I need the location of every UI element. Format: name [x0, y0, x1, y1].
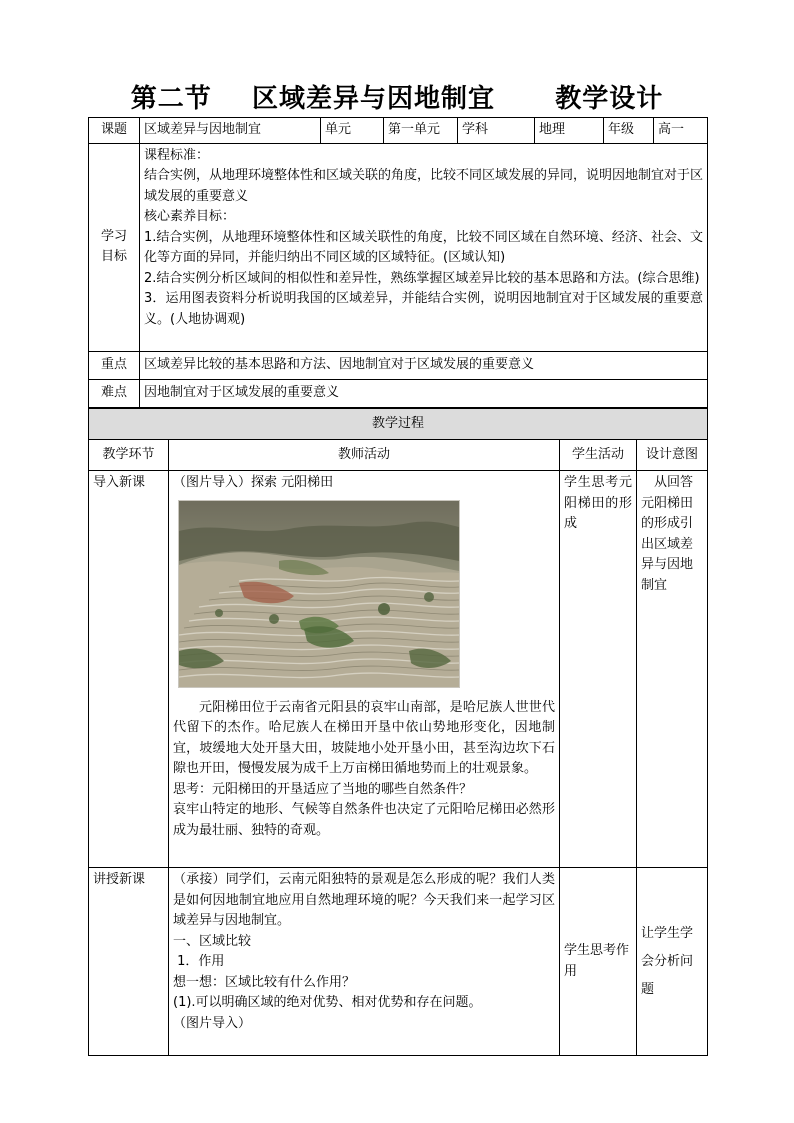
topic-value: 区域差异与因地制宜	[140, 118, 321, 144]
key-point-label: 重点	[89, 351, 140, 379]
intro-question: 思考：元阳梯田的开垦适应了当地的哪些自然条件？	[173, 781, 473, 797]
course-info-table	[88, 117, 708, 408]
difficulty-value: 因地制宜对于区域发展的重要意义	[140, 379, 708, 407]
stage-intro: 导入新课	[89, 471, 169, 868]
col-teacher-header: 教师活动	[169, 440, 560, 471]
student-activity-new-lesson: 学生思考作用	[560, 868, 637, 1056]
lesson-answer: (1).可以明确区域的绝对优势、相对优势和存在问题。	[173, 995, 482, 1010]
difficulty-label: 难点	[89, 379, 140, 407]
goals-label-line-2: 目标	[100, 249, 127, 264]
goals-line: 2.结合实例分析区域间的相似性和差异性，熟练掌握区域差异比较的基本思路和方法。(综合思维)	[144, 270, 700, 286]
topic-label: 课题	[89, 118, 140, 144]
design-intent-new-lesson: 让学生学会分析问题	[637, 868, 708, 1056]
col-intent-header: 设计意图	[637, 440, 708, 471]
grade-label: 年级	[604, 118, 654, 144]
teacher-activity-intro	[169, 471, 560, 868]
goals-label	[89, 143, 140, 351]
stage-new-lesson: 讲授新课	[89, 868, 169, 1056]
subject-value: 地理	[535, 118, 604, 144]
key-point-value: 区域差异比较的基本思路和方法、因地制宜对于区域发展的重要意义	[140, 351, 708, 379]
subject-label: 学科	[458, 118, 535, 144]
lesson-section-heading: 一、区域比较	[173, 933, 252, 949]
col-stage-header: 教学环节	[89, 440, 169, 471]
lesson-paragraph: （承接）同学们，云南元阳独特的景观是怎么形成的呢？我们人类是如何因地制宜地应用自然地理环境的呢？今天我们来一起学习区域差异与因地制宜。	[173, 872, 555, 928]
unit-value: 第一单元	[384, 118, 458, 144]
student-activity-intro: 学生思考元阳梯田的形成	[560, 471, 637, 868]
intro-heading: （图片导入）探索 元阳梯田	[173, 475, 334, 490]
terrace-illustration	[179, 501, 459, 687]
goals-line: 1.结合实例，从地理环境整体性和区域关联性的角度，比较不同区域在自然环境、经济、社会、文化等方面的异同，并能归纳出不同区域的区域特征。(区域认知)	[144, 229, 703, 265]
goals-line: 课程标准：	[144, 147, 210, 163]
grade-value: 高一	[654, 118, 708, 144]
lesson-question: 想一想：区域比较有什么作用？	[173, 974, 356, 990]
page-title: 第二节 区域差异与因地制宜 教学设计	[130, 84, 664, 114]
goals-line: 核心素养目标：	[144, 209, 236, 224]
terraced-rice-field-photo	[178, 500, 460, 688]
process-heading: 教学过程	[89, 409, 708, 440]
col-student-header: 学生活动	[560, 440, 637, 471]
intro-paragraph: 元阳梯田位于云南省元阳县的哀牢山南部，是哈尼族人世世代代留下的杰作。哈尼族人在梯田开垦中依山势地形变化，因地制宜，坡缓地大处开垦大田，坡陡地小处开垦小田，甚至沟边坎下石隙也开田，慢慢发展为成千上万亩梯田循地势而上的壮观景象。	[173, 699, 555, 776]
goals-line: 3．运用图表资料分析说明我国的区域差异，并能结合实例，说明因地制宜对于区域发展的重要意义。(人地协调观)	[144, 291, 703, 327]
teaching-process-table	[88, 408, 708, 1056]
intro-answer: 哀牢山特定的地形、气候等自然条件也决定了元阳哈尼梯田必然形成为最壮丽、独特的奇观。	[173, 802, 555, 838]
design-intent-intro: 从回答元阳梯田的形成引出区域差异与因地制宜	[637, 471, 708, 868]
goals-content	[140, 143, 708, 351]
teacher-activity-new-lesson	[169, 868, 560, 1056]
lesson-subheading: 1．作用	[173, 954, 225, 969]
goals-line: 结合实例，从地理环境整体性和区域关联的角度，比较不同区域发展的异同，说明因地制宜对于区域发展的重要意义	[144, 168, 704, 204]
goals-label-line-1: 学习	[100, 228, 127, 244]
unit-label: 单元	[321, 118, 384, 144]
lesson-image-note: （图片导入）	[173, 1015, 252, 1031]
